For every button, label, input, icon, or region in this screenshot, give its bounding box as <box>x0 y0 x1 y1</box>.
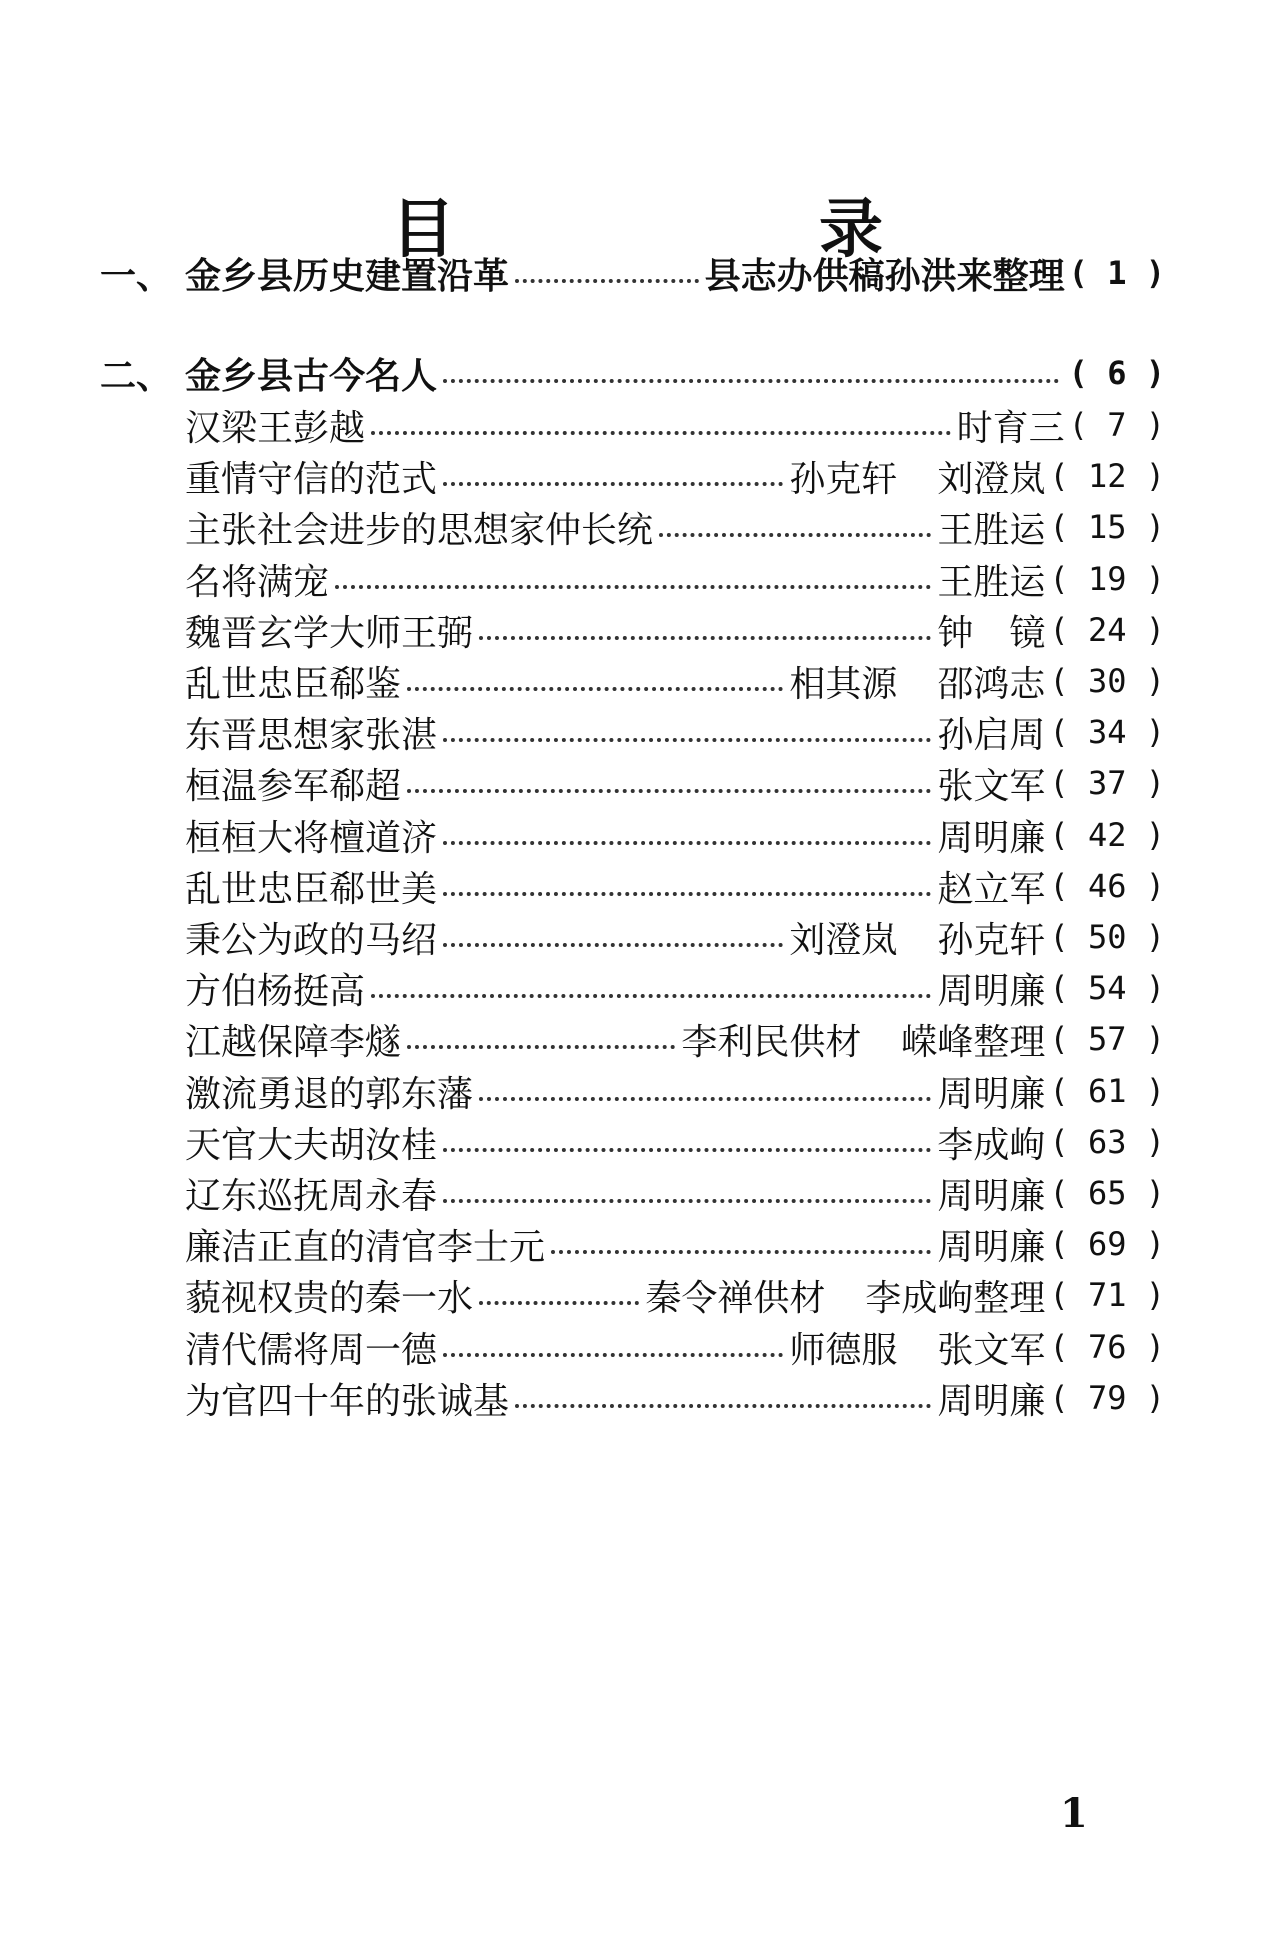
toc-title: 目 录 <box>391 192 1033 267</box>
toc-entry <box>185 861 1165 911</box>
entry-page: ( 71 ) <box>1049 1276 1165 1314</box>
entry-author: 相其源 <box>789 663 898 705</box>
entry-title: 清代儒将周一德 <box>185 1329 438 1371</box>
section-author: 县志办供稿孙洪来整理 <box>704 254 1065 297</box>
entry-page: ( 54 ) <box>1049 969 1165 1007</box>
entry-author-2: 周明廉 <box>937 970 1046 1012</box>
toc-entry <box>185 554 1165 604</box>
entry-title: 乱世忠臣郗世美 <box>185 868 438 910</box>
entry-title: 天官大夫胡汝桂 <box>185 1124 438 1166</box>
entry-page: ( 76 ) <box>1049 1328 1165 1366</box>
dot-leader <box>443 943 783 947</box>
entry-author: 秦令禅供材 <box>645 1277 826 1319</box>
entry-title: 桓桓大将檀道济 <box>185 817 438 859</box>
dot-leader <box>479 636 931 640</box>
toc-entry <box>185 400 1165 450</box>
entry-title: 方伯杨挺高 <box>185 970 366 1012</box>
toc-entry <box>185 1014 1165 1064</box>
entry-page: ( 12 ) <box>1049 457 1165 495</box>
toc-entry <box>185 707 1165 757</box>
entry-title: 乱世忠臣郗鉴 <box>185 663 402 705</box>
entry-author-2: 李成岣整理 <box>865 1277 1046 1319</box>
entry-author-2: 周明廉 <box>937 1073 1046 1115</box>
entry-author: 李利民供材 <box>681 1021 862 1063</box>
entry-author-2: 周明廉 <box>937 1226 1046 1268</box>
entry-title: 激流勇退的郭东藩 <box>185 1073 474 1115</box>
toc-entry <box>185 1066 1165 1116</box>
dot-leader <box>479 1097 931 1101</box>
entry-page: ( 50 ) <box>1049 918 1165 956</box>
entry-author-2: 刘澄岚 <box>937 458 1046 500</box>
toc-entry <box>185 656 1165 706</box>
dot-leader <box>551 1250 931 1254</box>
dot-leader <box>479 1301 639 1305</box>
toc-entry <box>185 912 1165 962</box>
entry-author-2: 孙启周 <box>937 714 1046 756</box>
entry-page: ( 24 ) <box>1049 611 1165 649</box>
entry-author: 刘澄岚 <box>789 919 898 961</box>
toc-entry <box>185 963 1165 1013</box>
dot-leader <box>659 533 931 537</box>
entry-title: 藐视权贵的秦一水 <box>185 1277 474 1319</box>
entry-author-2: 周明廉 <box>937 1380 1046 1422</box>
dot-leader <box>443 1148 931 1152</box>
entry-title: 东晋思想家张湛 <box>185 714 438 756</box>
entry-page: ( 69 ) <box>1049 1225 1165 1263</box>
entry-author-2: 王胜运 <box>937 509 1046 551</box>
entry-author: 孙克轩 <box>789 458 898 500</box>
entry-author-2: 钟 镜 <box>937 612 1046 654</box>
toc-entry <box>185 451 1165 501</box>
toc-entry <box>185 1219 1165 1269</box>
dot-leader <box>515 279 699 283</box>
entry-page: ( 15 ) <box>1049 508 1165 546</box>
entry-author-2: 赵立军 <box>937 868 1046 910</box>
entry-page: ( 37 ) <box>1049 764 1165 802</box>
dot-leader <box>371 431 951 435</box>
toc-entry <box>185 758 1165 808</box>
entry-title: 桓温参军郗超 <box>185 765 402 807</box>
entry-title: 重情守信的范式 <box>185 458 438 500</box>
toc-entry <box>185 810 1165 860</box>
entry-page: ( 61 ) <box>1049 1072 1165 1110</box>
toc-entry <box>185 1322 1165 1372</box>
dot-leader <box>407 789 931 793</box>
toc-entry <box>185 605 1165 655</box>
entry-page: ( 63 ) <box>1049 1123 1165 1161</box>
entry-page: ( 34 ) <box>1049 713 1165 751</box>
entry-author-2: 周明廉 <box>937 817 1046 859</box>
dot-leader <box>515 1404 931 1408</box>
entry-page: ( 46 ) <box>1049 867 1165 905</box>
toc-section <box>100 248 1165 298</box>
entry-author-2: 王胜运 <box>937 561 1046 603</box>
entry-page: ( 19 ) <box>1049 560 1165 598</box>
entry-title: 秉公为政的马绍 <box>185 919 438 961</box>
toc-entry <box>185 1168 1165 1218</box>
dot-leader <box>443 738 931 742</box>
section-number: 二、 <box>100 354 173 397</box>
entry-page: ( 57 ) <box>1049 1020 1165 1058</box>
section-page: ( 6 ) <box>1068 354 1165 392</box>
dot-leader <box>335 585 931 589</box>
entry-title: 为官四十年的张诚基 <box>185 1380 510 1422</box>
dot-leader <box>407 687 783 691</box>
entry-author-2: 嵘峰整理 <box>901 1021 1046 1063</box>
entry-page: ( 42 ) <box>1049 816 1165 854</box>
entry-author-2: 张文军 <box>937 765 1046 807</box>
toc-entry <box>185 1270 1165 1320</box>
dot-leader <box>443 1353 783 1357</box>
section-number: 一、 <box>100 254 173 297</box>
entry-title: 江越保障李燧 <box>185 1021 402 1063</box>
dot-leader <box>371 994 931 998</box>
toc-entry <box>185 1373 1165 1423</box>
entry-title: 辽东巡抚周永春 <box>185 1175 438 1217</box>
toc-section <box>100 348 1165 398</box>
dot-leader <box>407 1045 675 1049</box>
entry-page: ( 30 ) <box>1049 662 1165 700</box>
entry-title: 廉洁正直的清官李士元 <box>185 1226 546 1268</box>
entry-author-2: 孙克轩 <box>937 919 1046 961</box>
entry-title: 汉梁王彭越 <box>185 407 366 449</box>
page-number: 1 <box>1060 1790 1088 1837</box>
entry-author-2: 周明廉 <box>937 1175 1046 1217</box>
dot-leader <box>443 482 783 486</box>
entry-page: ( 7 ) <box>1068 406 1165 444</box>
section-title: 金乡县古今名人 <box>185 354 438 397</box>
section-page: ( 1 ) <box>1068 254 1165 292</box>
entry-page: ( 65 ) <box>1049 1174 1165 1212</box>
toc-entry <box>185 502 1165 552</box>
entry-author-2: 邵鸿志 <box>937 663 1046 705</box>
entry-author: 师德服 <box>789 1329 898 1371</box>
entry-author-2: 时育三 <box>956 407 1065 449</box>
entry-page: ( 79 ) <box>1049 1379 1165 1417</box>
dot-leader <box>443 379 1059 383</box>
entry-title: 魏晋玄学大师王弼 <box>185 612 474 654</box>
section-title: 金乡县历史建置沿革 <box>185 254 510 297</box>
entry-author-2: 张文军 <box>937 1329 1046 1371</box>
toc-entry <box>185 1117 1165 1167</box>
dot-leader <box>443 1199 931 1203</box>
dot-leader <box>443 892 931 896</box>
entry-author-2: 李成岣 <box>937 1124 1046 1166</box>
dot-leader <box>443 841 931 845</box>
entry-title: 名将满宠 <box>185 561 330 603</box>
entry-title: 主张社会进步的思想家仲长统 <box>185 509 654 551</box>
